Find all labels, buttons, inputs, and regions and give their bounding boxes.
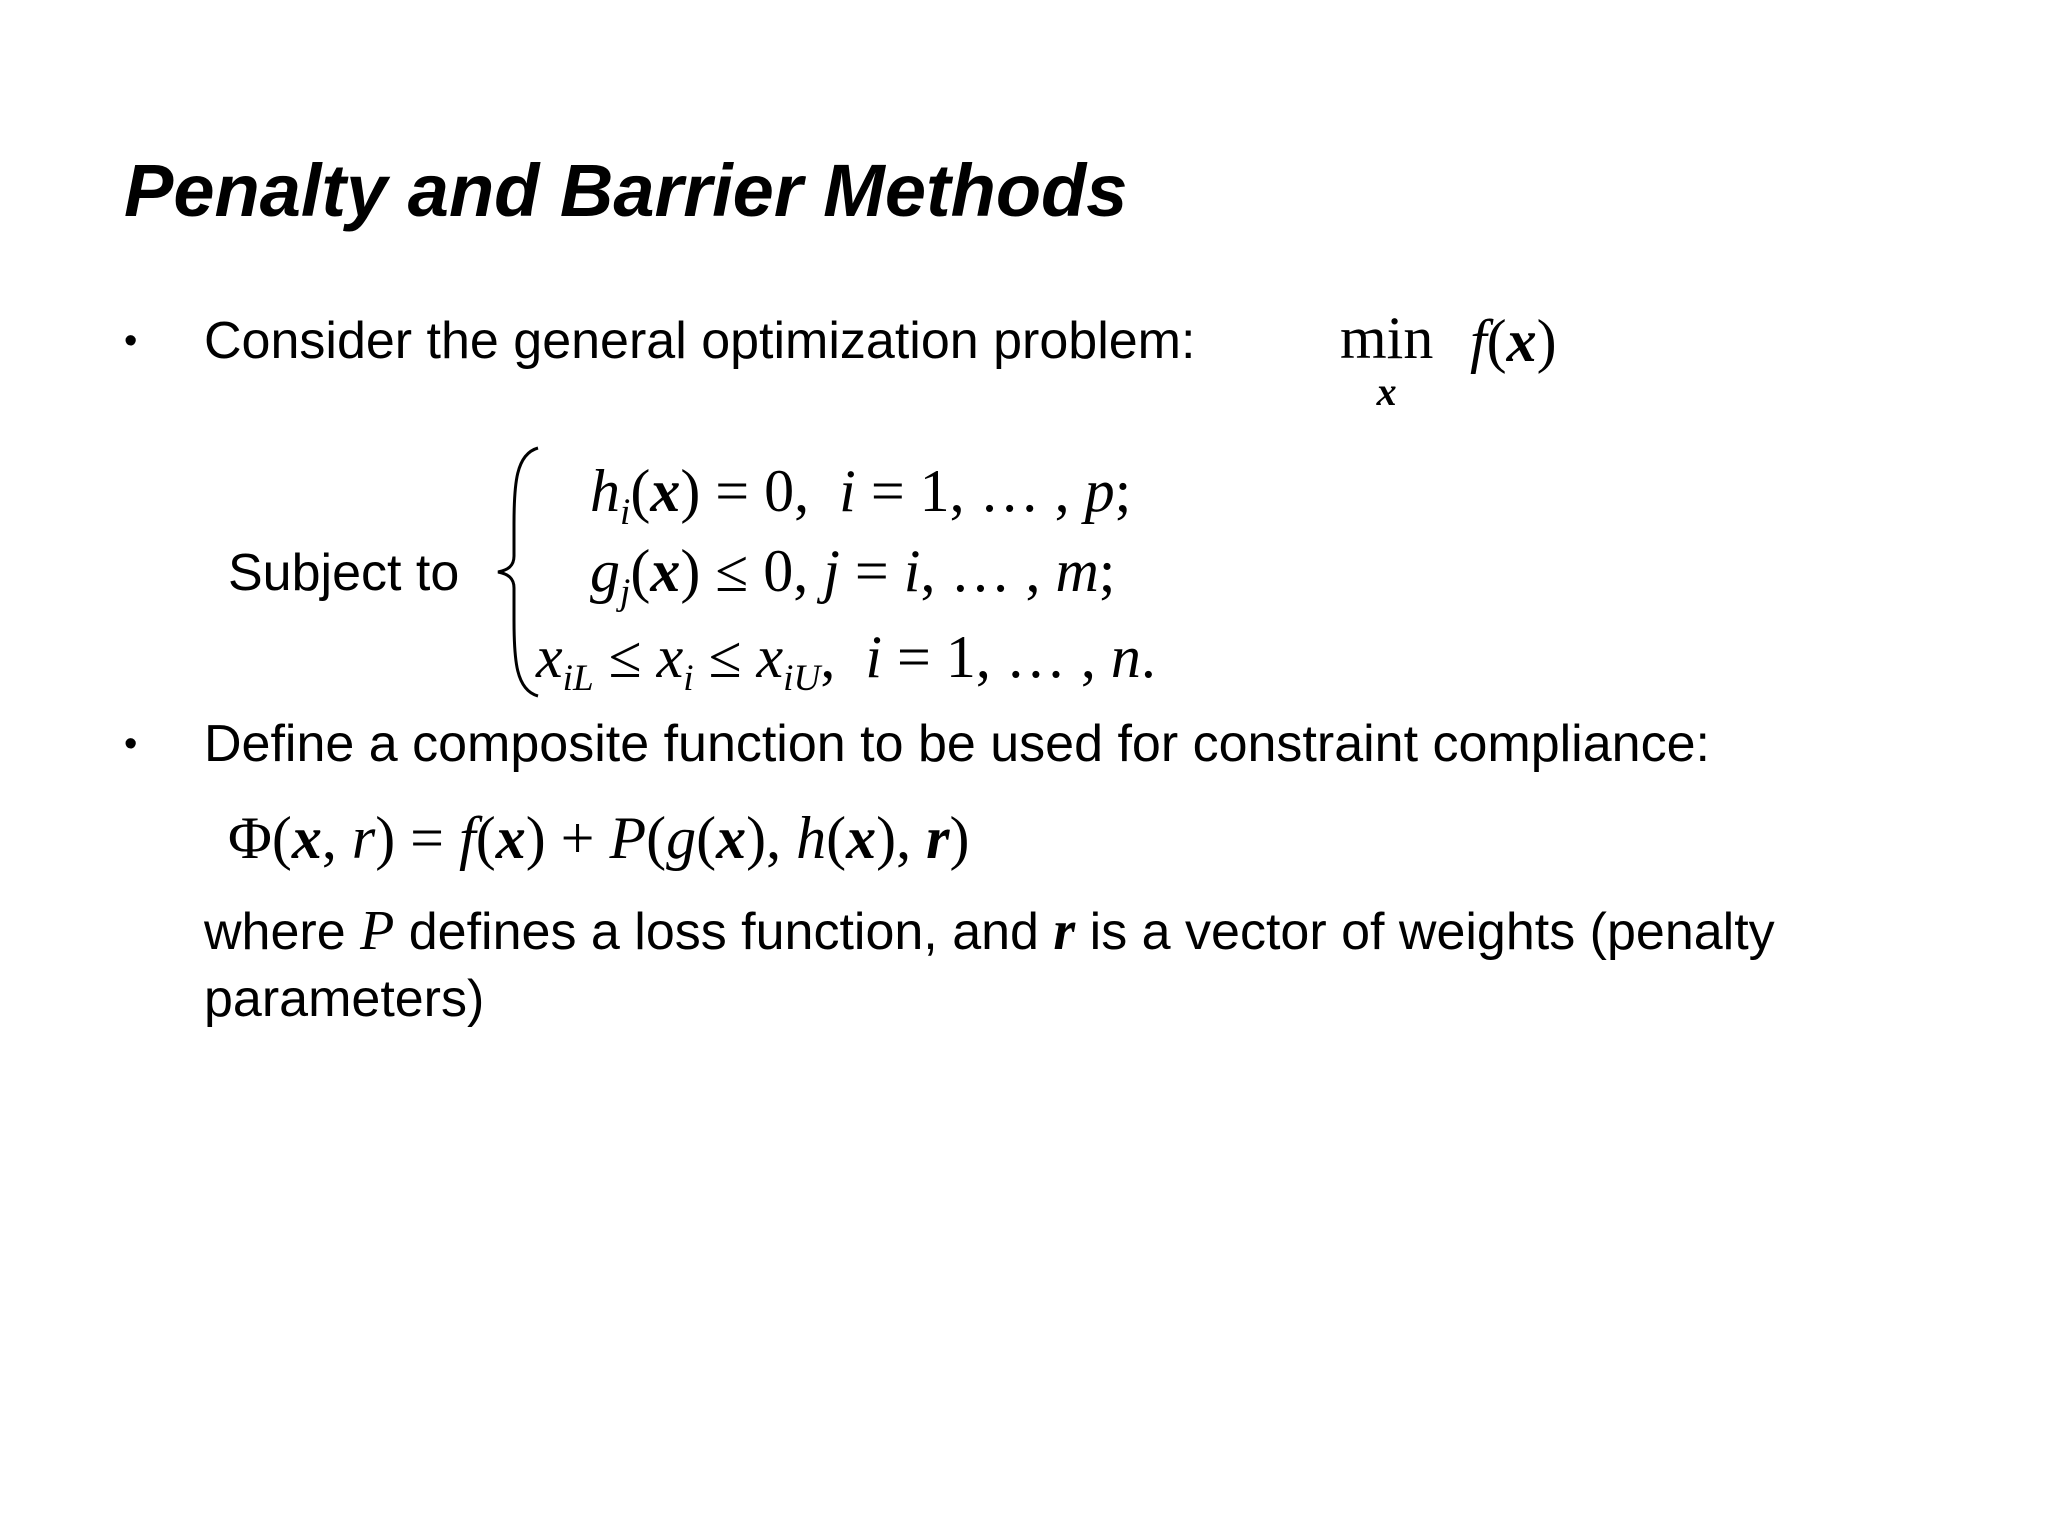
where-mid: defines a loss function, and <box>408 903 1039 961</box>
where-line-2: parameters) <box>204 970 485 1028</box>
where-r-symbol: r <box>1053 900 1076 962</box>
slide-title: Penalty and Barrier Methods <box>124 149 1128 232</box>
constraint-bounds: $x_{iL} \le x_i \le x_{iU}$, i = 1, … , n. <box>536 624 1156 700</box>
where-P-symbol: P <box>360 900 395 962</box>
bullet-1-marker: • <box>124 320 138 362</box>
min-subscript: x <box>1376 369 1397 414</box>
objective-function: f(x) <box>1470 308 1557 374</box>
composite-function-formula: Φ(x, r) = f(x) + P(g(x), h(x), r) <box>228 805 970 871</box>
where-pre: where <box>204 903 346 961</box>
where-post: is a vector of weights (penalty <box>1089 903 1775 961</box>
constraint-inequality: $g_j(x) \le 0$, j = i, … , m; <box>590 538 1116 614</box>
bullet-1-text: Consider the general optimization problem: <box>204 312 1196 370</box>
constraint-equality: $h_i(x) = 0$, i = 1, … , p; <box>590 458 1132 534</box>
min-label: min <box>1340 305 1434 371</box>
min-operator <box>1340 305 1434 414</box>
subject-to-label: Subject to <box>228 544 460 602</box>
where-line-1 <box>204 898 1775 965</box>
bullet-2-marker: • <box>124 723 138 765</box>
bullet-2-text: Define a composite function to be used for constraint compliance: <box>204 715 1710 773</box>
